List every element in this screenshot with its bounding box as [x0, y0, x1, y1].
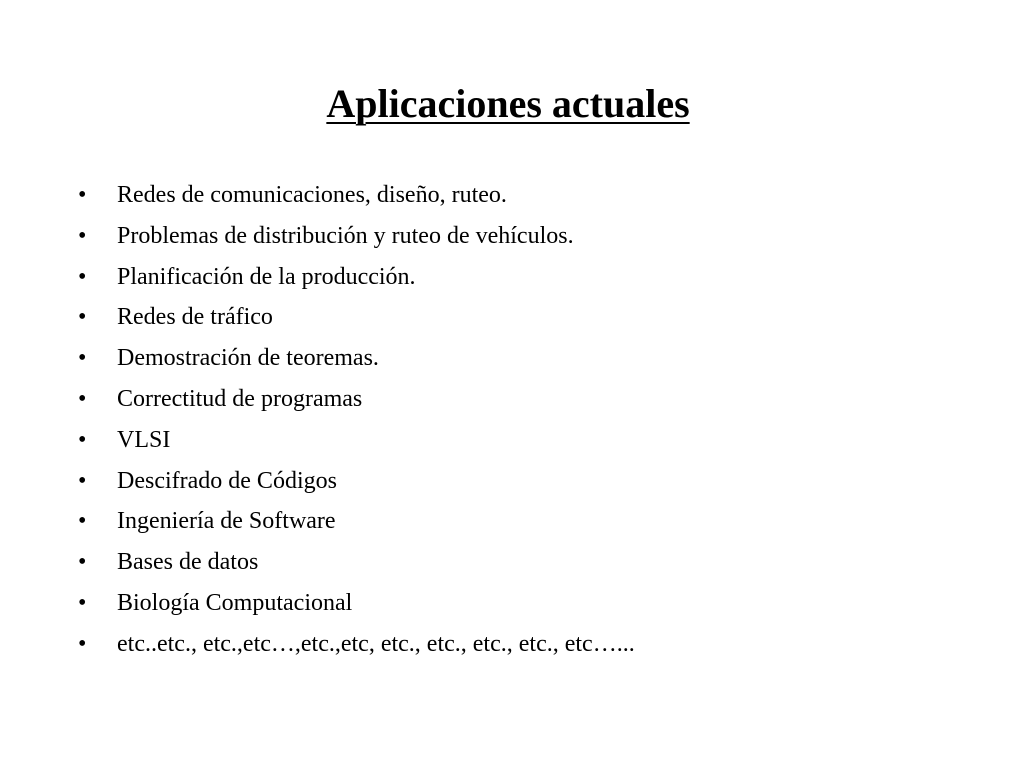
bullet-icon: • — [78, 263, 87, 290]
list-item — [78, 379, 978, 420]
list-item-text: Correctitud de programas — [117, 385, 363, 412]
list-item-text: Redes de tráfico — [117, 304, 273, 331]
list-item-text: Biología Computacional — [117, 589, 353, 616]
list-item-text: Bases de datos — [117, 549, 259, 576]
list-item — [78, 624, 978, 665]
list-item-text: Problemas de distribución y ruteo de vehículos. — [117, 222, 574, 249]
list-item — [78, 583, 978, 624]
list-item — [78, 501, 978, 542]
list-item-text: etc..etc., etc.,etc…,etc.,etc, etc., etc., etc., etc., etc…... — [117, 630, 635, 657]
bullet-icon: • — [78, 589, 87, 616]
slide-title: Aplicaciones actuales — [326, 81, 690, 126]
bullet-icon: • — [78, 385, 87, 412]
bullet-icon: • — [78, 426, 87, 453]
list-item-text: Planificación de la producción. — [117, 263, 416, 290]
bullet-icon: • — [78, 304, 87, 331]
bullet-icon: • — [78, 508, 87, 535]
bullet-icon: • — [78, 549, 87, 576]
list-item — [78, 420, 978, 461]
list-item-text: Demostración de teoremas. — [117, 345, 379, 372]
list-item-text: Ingeniería de Software — [117, 508, 336, 535]
list-item-text: Descifrado de Códigos — [117, 467, 337, 494]
list-item-text: VLSI — [117, 426, 171, 453]
bullet-icon: • — [78, 222, 87, 249]
bullet-icon: • — [78, 182, 87, 208]
list-item — [78, 216, 978, 257]
list-item — [78, 297, 978, 338]
list-item — [78, 338, 978, 379]
bullet-icon: • — [78, 467, 87, 494]
bullet-icon: • — [78, 630, 87, 657]
list-item — [78, 175, 978, 216]
list-item — [78, 257, 978, 298]
list-item — [78, 461, 978, 502]
list-item — [78, 542, 978, 583]
bullet-icon: • — [78, 345, 87, 372]
list-item-text: Redes de comunicaciones, diseño, ruteo. — [117, 182, 507, 208]
bullet-list — [78, 175, 978, 665]
